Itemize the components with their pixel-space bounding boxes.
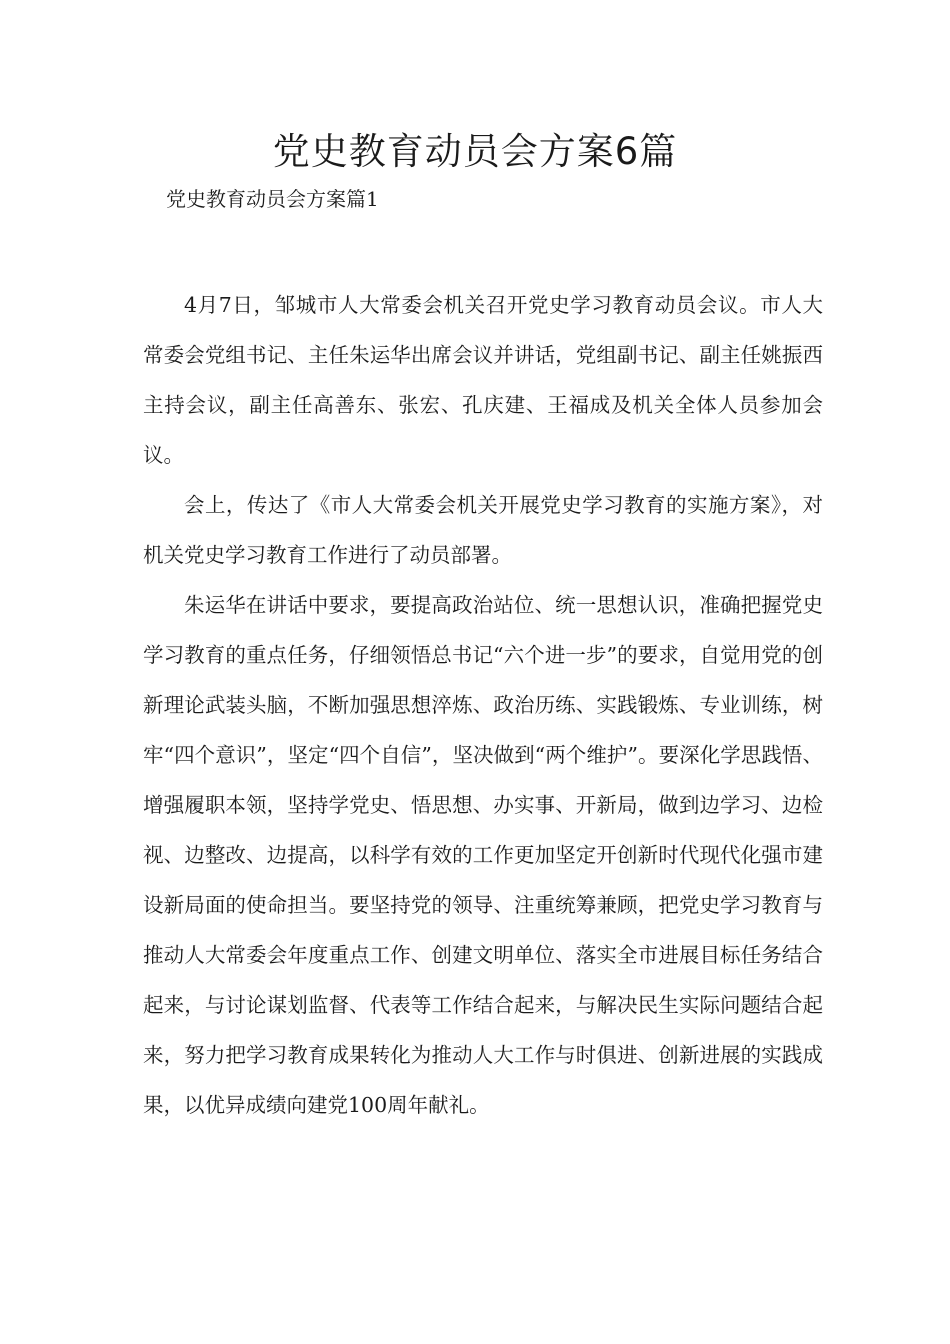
document-body <box>143 280 823 1130</box>
paragraph-2: 会上，传达了《市人大常委会机关开展党史学习教育的实施方案》，对机关党史学习教育工作进行了动员部署。 <box>143 493 823 567</box>
document-subtitle: 党史教育动员会方案篇1 <box>166 187 379 211</box>
paragraph-3: 朱运华在讲话中要求，要提高政治站位、统一思想认识，准确把握党史学习教育的重点任务，仔细领悟总书记“六个进一步”的要求，自觉用党的创新理论武装头脑，不断加强思想淬炼、政治历练、实践锻炼、专业训练，树牢“四个意识”，坚定“四个自信”，坚决做到“两个维护”。要深化学思践悟、增强履职本领，坚持学党史、悟思想、办实事、开新局，做到边学习、边检视、边整改、边提高，以科学有效的工作更加坚定开创新时代现代化强市建设新局面的使命担当。要坚持党的领导、注重统筹兼顾，把党史学习教育与推动人大常委会年度重点工作、创建文明单位、落实全市进展目标任务结合起来，与讨论谋划监督、代表等工作结合起来，与解决民生实际问题结合起来，努力把学习教育成果转化为推动人大工作与时俱进、创新进展的实践成果，以优异成绩向建党100周年献礼。 <box>143 593 823 1117</box>
paragraph-1: 4月7日，邹城市人大常委会机关召开党史学习教育动员会议。市人大常委会党组书记、主任朱运华出席会议并讲话，党组副书记、副主任姚振西主持会议，副主任高善东、张宏、孔庆建、王福成及机关全体人员参加会议。 <box>143 293 823 467</box>
document-title: 党史教育动员会方案6篇 <box>272 130 678 173</box>
